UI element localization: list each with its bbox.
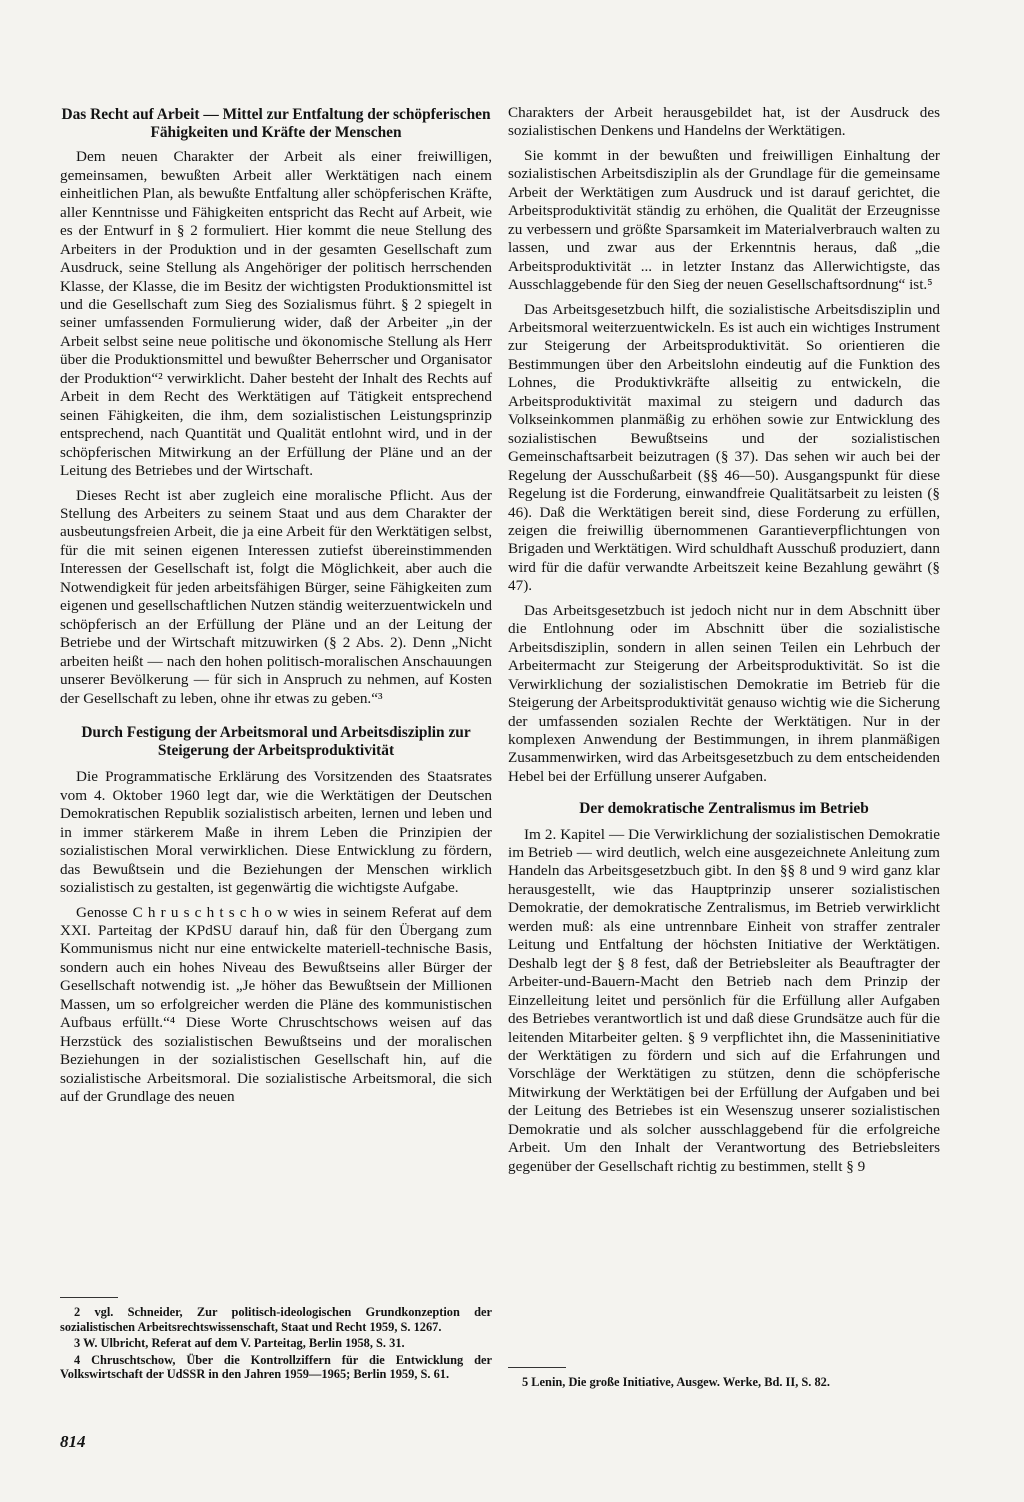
footnote-rule	[60, 1297, 118, 1298]
footnote: 5 Lenin, Die große Initiative, Ausgew. Werke, Bd. II, S. 82.	[522, 1375, 830, 1389]
paragraph: Das Arbeitsgesetzbuch ist jedoch nicht nur in dem Abschnitt über die Entlohnung oder im Abschnitt über die sozialistische Arbeitsdisziplin, sondern in allen seinen Teilen ein Lehrbuch der Arbeitermacht zur Steigerung der Arbeitsproduktivität. So ist die Verwirklichung der sozialistischen Demokratie im Betrieb für die Steigerung der Arbeitsproduktivität genauso wichtig wie die Sicherung der umfassenden sozialen Rechte der Werktätigen. Nur in der komplexen Anwendung der Bestimmungen, in ihrem planmäßigen Zusammenwirken, wird das Arbeitsgesetzbuch zu dem entscheidenden Hebel bei der Erfüllung unserer Aufgaben.	[508, 601, 940, 785]
page-number: 814	[60, 1432, 86, 1451]
section-heading-work-discipline: Durch Festigung der Arbeitsmoral und Arbeitsdisziplin zur Steigerung der Arbeitsproduktivität	[81, 724, 471, 760]
footnote: 3 W. Ulbricht, Referat auf dem V. Parteitag, Berlin 1958, S. 31.	[74, 1336, 405, 1351]
footnote-rule	[508, 1367, 566, 1368]
paragraph: Die Programmatische Erklärung des Vorsitzenden des Staatsrates vom 4. Oktober 1960 legt dar, wie die Werktätigen der Deutschen Demokratischen Republik sozialistisch arbeiten, lernen und leben und in immer stärkerem Maße in ihrem Leben die Prinzipien der sozialistischen Moral verwirklichen. Diese Entwicklung zu fördern, das Bewußtsein und die Beziehungen der Menschen wirklich sozialistisch zu gestalten, ist gegenwärtig die wichtigste Aufgabe.	[60, 768, 492, 897]
paragraph: Dieses Recht ist aber zugleich eine moralische Pflicht. Aus der Stellung des Arbeiters zu seinem Staat und aus dem Charakter der ausbeutungsfreien Arbeit, die ja eine Arbeit für den Werktätigen selbst, für die mit seinen eigenen Interessen zutiefst übereinstimmenden Interessen der Gesellschaft ist, folgt die Möglichkeit, aber auch die Notwendigkeit für jeden arbeitsfähigen Bürger, seine Fähigkeiten zum eigenen und gesellschaftlichen Nutzen ständig weiterzuentwickeln und schöpferisch an der Erfüllung der Pläne und an der Leitung der Betriebe und der Wirtschaft mitzuwirken (§ 2 Abs. 2). Denn „Nicht arbeiten heißt — nach den hohen politisch-moralischen Anschauungen unserer Bevölkerung — für sich in Anspruch zu nehmen, auf Kosten der Gesellschaft zu leben, ohne ihr etwas zu geben.“³	[60, 486, 492, 707]
footnotes-right	[508, 1375, 940, 1392]
left-column	[60, 106, 492, 1107]
section-heading-right-to-work: Das Recht auf Arbeit — Mittel zur Entfaltung der schöpferischen Fähigkeiten und Kräfte der Menschen	[61, 106, 491, 142]
paragraph: Charakters der Arbeit herausgebildet hat, ist der Ausdruck des sozialistischen Denkens und Handelns der Werktätigen.	[508, 104, 940, 140]
right-column	[508, 104, 940, 1176]
paragraph: Sie kommt in der bewußten und freiwilligen Einhaltung der sozialistischen Arbeitsdisziplin als der Grundlage für die gemeinsame Arbeit der Werktätigen zum Ausdruck und ist darauf gerichtet, die Arbeitsproduktivität ständig zu erhöhen, die Qualität der Erzeugnisse zu verbessern und größte Sparsamkeit im Materialverbrauch walten zu lassen, und zwar aus der Erkenntnis heraus, daß „die Arbeitsproduktivität ... in letzter Instanz das Allerwichtigste, das Ausschlaggebende für den Sieg der neuen Gesellschaftsordnung“ ist.⁵	[508, 146, 940, 294]
paragraph: Dem neuen Charakter der Arbeit als einer freiwilligen, gemeinsamen, bewußten Arbeit aller Werktätigen nach einem einheitlichen Plan, als bewußte Entfaltung aller schöpferischen Kräfte, aller Kenntnisse und Fähigkeiten entspricht das Recht auf Arbeit, wie es der Entwurf in § 2 formuliert. Hier kommt die neue Stellung des Arbeiters in der Produktion und in der gesamten Gesellschaft zum Ausdruck, seine Stellung als Angehöriger der politisch herrschenden Klasse, der Klasse, die im Besitz der wichtigsten Produktionsmittel ist und die Gesellschaft zum Sieg des Sozialismus führt. § 2 spiegelt in seiner umfassenden Formulierung wider, daß der Arbeiter „in der Arbeit selbst seine neue politische und ökonomische Stellung als Herr über die Produktionsmittel und bewußter Beherrscher und Organisator der Produktion“² verwirklicht. Daher besteht der Inhalt des Rechts auf Arbeit in dem Recht des Werktätigen auf Tätigkeit entsprechend seinen Fähigkeiten, die ihm, dem sozialistischen Leistungsprinzip entsprechend, nach Quantität und Qualität entlohnt wird, und in der schöpferischen Mitwirkung an der Erfüllung der Pläne und an der Leitung des Betriebes und der Wirtschaft.	[60, 148, 492, 480]
footnote: 4 Chruschtschow, Über die Kontrollziffern für die Entwicklung der Volkswirtschaft der UdSSR in den Jahren 1959—1965; Berlin 1959, S. 61.	[60, 1352, 492, 1382]
paragraph: Das Arbeitsgesetzbuch hilft, die sozialistische Arbeitsdisziplin und Arbeitsmoral weiterzuentwickeln. Es ist auch ein wichtiges Instrument zur Steigerung der Arbeitsproduktivität. So orientieren die Bestimmungen über den Arbeitslohn eindeutig auf die Funktion des Lohnes, die Produktivkräfte allseitig zu entwickeln, die Arbeitsproduktivität maximal zu steigern und dadurch das Volkseinkommen planmäßig zu erhöhen sowie zur Entwicklung des sozialistischen Bewußtseins und der sozialistischen Gemeinschaftsarbeit beizutragen (§ 37). Das sehen wir auch bei der Regelung der Ausschußarbeit (§§ 46—50). Ausgangspunkt für diese Regelung ist die Forderung, einwandfreie Qualitätsarbeit zu leisten (§ 46). Daß die Werktätigen bereit sind, diese Forderung zu erfüllen, zeigen die freiwillig übernommenen Garantieverpflichtungen von Brigaden und Werktätigen. Wird schuldhaft Ausschuß produziert, dann wird für die dafür verwandte Arbeitszeit keine Bezahlung gewährt (§ 47).	[508, 300, 940, 595]
section-heading-democratic-centralism: Der demokratische Zentralismus im Betrieb	[579, 800, 869, 818]
footnote: 2 vgl. Schneider, Zur politisch-ideologischen Grundkonzeption der sozialistischen Arbeitsrechtswissenschaft, Staat und Recht 1959, S. 1267.	[60, 1305, 492, 1334]
paragraph: Im 2. Kapitel — Die Verwirklichung der sozialistischen Demokratie im Betrieb — wird deutlich, welch eine ausgezeichnete Anleitung zum Handeln das Arbeitsgesetzbuch gibt. In den §§ 8 und 9 wird ganz klar herausgestellt, wie das Hauptprinzip unserer sozialistischen Demokratie, der demokratische Zentralismus, im Betrieb verwirklicht werden muß: als eine untrennbare Einheit von straffer zentraler Leitung und Entfaltung der höchsten Initiative der Werktätigen. Deshalb legt der § 8 fest, daß der Betriebsleiter als Beauftragter der Arbeiter-und-Bauern-Macht den Betrieb nach dem Prinzip der Einzelleitung leitet und persönlich für die Erfüllung aller Aufgaben des Betriebes verantwortlich ist und daß diese Grundsätze auch für die leitenden Mitarbeiter gelten. § 9 verpflichtet ihn, die Masseninitiative der Werktätigen zu fördern und sich auf die Erfahrungen und Vorschläge der Werktätigen zu stützen, denn die schöpferische Mitwirkung der Werktätigen bei der Erfüllung der Aufgaben und bei der Leitung des Betriebes ist ein Wesenszug unserer sozialistischen Demokratie und als solcher ausschlaggebend für die erfolgreiche Arbeit. Um den Inhalt der Verantwortung des Betriebsleiters gegenüber der Gesellschaft richtig zu bestimmen, stellt § 9	[508, 825, 940, 1175]
paragraph: Genosse C h r u s c h t s c h o w wies in seinem Referat auf dem XXI. Parteitag der KPdSU darauf hin, daß für den Übergang zum Kommunismus nicht nur eine entwickelte materiell-technische Basis, sondern auch ein hohes Niveau des Bewußtseins aller Bürger der Gesellschaft notwendig ist. „Je höher das Bewußtsein der Millionen Massen, um so erfolgreicher werden die Pläne des kommunistischen Aufbaus erfüllt.“⁴ Diese Worte Chruschtschows weisen auf das Herzstück des sozialistischen Bewußtseins und der moralischen Beziehungen in der sozialistischen Gesellschaft hin, auf die sozialistische Arbeitsmoral. Die sozialistische Arbeitsmoral, die sich auf der Grundlage des neuen	[60, 903, 492, 1106]
footnotes-left	[60, 1305, 492, 1384]
